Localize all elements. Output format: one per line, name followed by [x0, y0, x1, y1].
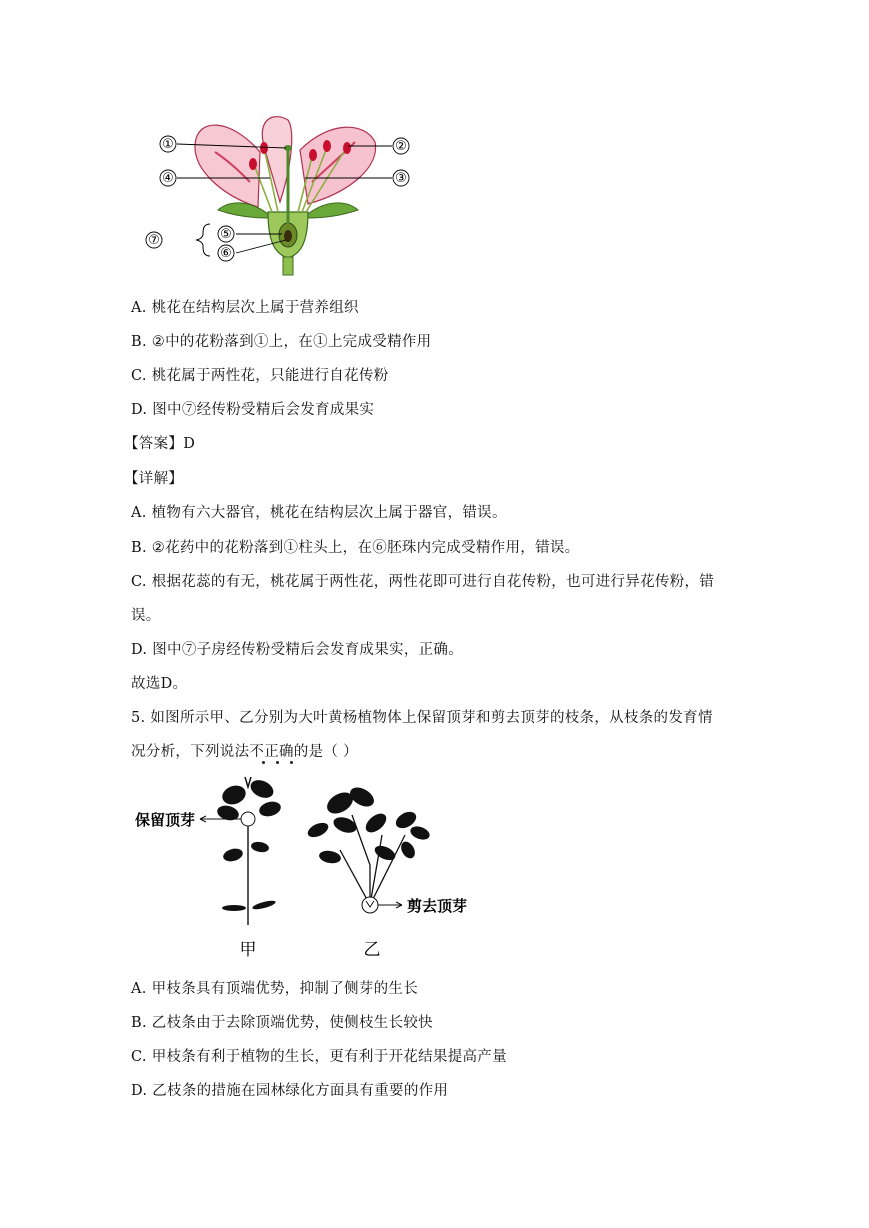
explanation-b: B. ②花药中的花粉落到①柱头上，在⑥胚珠内完成受精作用，错误。 [131, 540, 580, 556]
explanation-c-line1: C. 根据花蕊的有无，桃花属于两性花，两性花即可进行自花传粉，也可进行异花传粉，错 [131, 574, 715, 590]
keep-bud-label: 保留顶芽 [135, 811, 196, 829]
cut-bud-label: 剪去顶芽 [407, 897, 468, 915]
peach-flower-diagram [140, 112, 420, 277]
branch-jia-label: 甲 [239, 940, 257, 960]
q4-option-a: A. 桃花在结构层次上属于营养组织 [131, 300, 359, 316]
q5-option-a: A. 甲枝条具有顶端优势，抑制了侧芽的生长 [131, 981, 418, 997]
emphasis-dot [276, 761, 279, 764]
flower-label-1: ① [162, 137, 174, 152]
explanation-heading: 【详解】 [124, 471, 184, 487]
emphasis-dot [290, 761, 293, 764]
branch-yi-label: 乙 [363, 940, 381, 960]
explanation-c-line2: 误。 [131, 608, 161, 624]
q4-option-d: D. 图中⑦经传粉受精后会发育成果实 [131, 402, 375, 418]
emphasis-dot [262, 761, 265, 764]
q4-option-c: C. 桃花属于两性花，只能进行自花传粉 [131, 368, 389, 384]
flower-label-3: ③ [395, 171, 407, 186]
answer-line: 【答案】D [124, 436, 196, 452]
flower-label-5: ⑤ [220, 227, 232, 242]
q5-stem-line2: 况分析，下列说法不正确的是（ ） [131, 744, 358, 760]
branch-yi [305, 784, 431, 913]
q5-option-c: C. 甲枝条有利于植物的生长，更有利于开花结果提高产量 [131, 1049, 507, 1065]
flower-label-4: ④ [162, 171, 174, 186]
q5-stem-line1: 5. 如图所示甲、乙分别为大叶黄杨植物体上保留顶芽和剪去顶芽的枝条，从枝条的发育情 [131, 710, 713, 726]
q5-option-d: D. 乙枝条的措施在园林绿化方面具有重要的作用 [131, 1083, 449, 1099]
flower-label-7: ⑦ [148, 233, 160, 248]
flower-label-6: ⑥ [220, 246, 232, 261]
q4-option-b: B. ②中的花粉落到①上，在①上完成受精作用 [131, 334, 432, 350]
flower-label-2: ② [395, 139, 407, 154]
branch-comparison-diagram [130, 775, 480, 960]
q5-option-b: B. 乙枝条由于去除顶端优势，使侧枝生长较快 [131, 1015, 433, 1031]
explanation-conclusion: 故选D。 [131, 676, 188, 692]
explanation-a: A. 植物有六大器官，桃花在结构层次上属于器官，错误。 [131, 505, 507, 521]
branch-jia [200, 777, 282, 925]
explanation-d: D. 图中⑦子房经传粉受精后会发育成果实，正确。 [131, 642, 464, 658]
